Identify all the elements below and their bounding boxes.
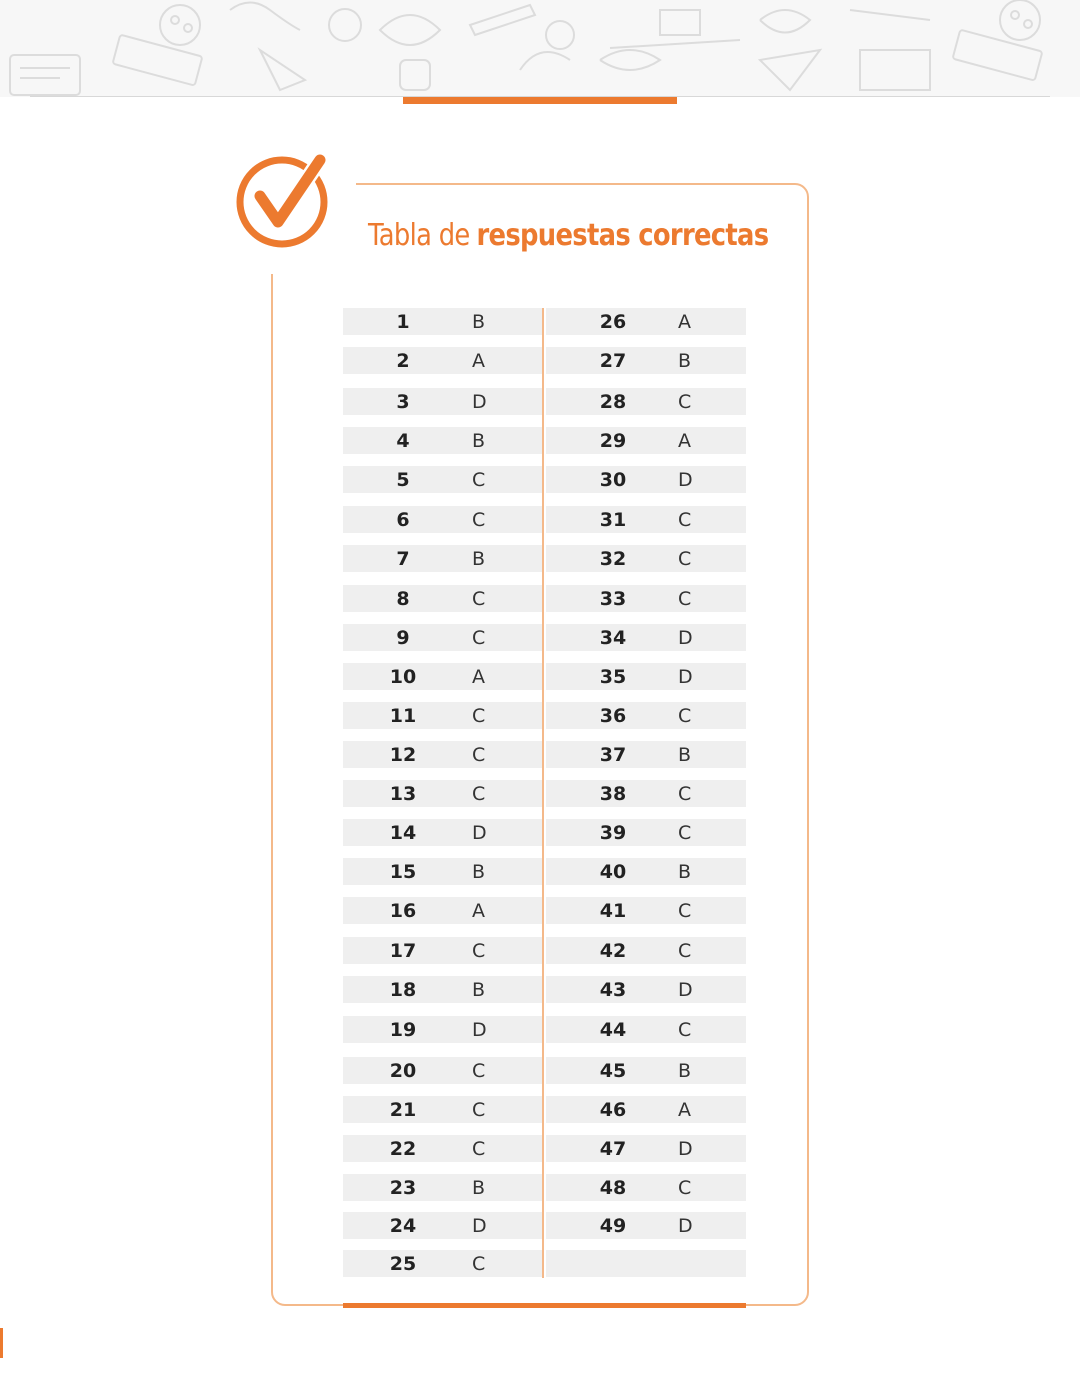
answer-row: [343, 506, 543, 533]
question-number: 17: [389, 940, 417, 962]
question-number: 32: [599, 548, 627, 570]
answer-row: [343, 741, 543, 768]
answer-row: [546, 624, 746, 651]
answer-letter: A: [472, 666, 485, 688]
answer-letter: C: [678, 705, 692, 727]
question-number: 5: [396, 469, 410, 491]
answer-letter: C: [678, 509, 692, 531]
question-number: 36: [599, 705, 627, 727]
answer-row: [343, 1016, 543, 1043]
answer-letter: D: [472, 391, 487, 413]
answer-letter: D: [472, 822, 487, 844]
answer-row: [343, 858, 543, 885]
answer-letter: D: [678, 1138, 693, 1160]
answer-letter: D: [678, 979, 693, 1001]
question-number: 15: [389, 861, 417, 883]
question-number: 7: [396, 548, 410, 570]
answer-letter: D: [678, 1215, 693, 1237]
answer-row: [343, 663, 543, 690]
answer-row: [546, 1174, 746, 1201]
question-number: 31: [599, 509, 627, 531]
answer-letter: B: [472, 548, 486, 570]
question-number: 30: [599, 469, 627, 491]
answer-letter: C: [472, 509, 486, 531]
question-number: 25: [389, 1253, 417, 1275]
answer-row: [343, 897, 543, 924]
answer-row: [546, 427, 746, 454]
answer-letter: C: [472, 705, 486, 727]
answer-row: [343, 1135, 543, 1162]
question-number: 10: [389, 666, 417, 688]
answer-letter: C: [678, 588, 692, 610]
answer-row-empty: [546, 1250, 746, 1277]
answer-letter: B: [678, 744, 692, 766]
answer-row: [343, 308, 543, 335]
question-number: 46: [599, 1099, 627, 1121]
answer-row: [546, 466, 746, 493]
answer-row: [546, 858, 746, 885]
banner-accent-bar: [403, 97, 677, 104]
answer-letter: B: [472, 979, 486, 1001]
school-doodle-icon: [0, 0, 1080, 97]
question-number: 3: [396, 391, 410, 413]
answer-row: [343, 624, 543, 651]
page-title: [368, 218, 768, 253]
answer-letter: B: [472, 311, 486, 333]
answer-row: [343, 1057, 543, 1084]
question-number: 49: [599, 1215, 627, 1237]
answer-row: [546, 663, 746, 690]
answer-row: [343, 780, 543, 807]
answer-row: [343, 585, 543, 612]
answer-letter: B: [472, 1177, 486, 1199]
question-number: 48: [599, 1177, 627, 1199]
answer-letter: B: [472, 861, 486, 883]
answer-letter: C: [472, 1099, 486, 1121]
answer-row: [343, 347, 543, 374]
question-number: 42: [599, 940, 627, 962]
question-number: 2: [396, 350, 410, 372]
answer-letter: A: [678, 311, 691, 333]
answer-letter: C: [472, 1138, 486, 1160]
question-number: 44: [599, 1019, 627, 1041]
answer-row: [343, 937, 543, 964]
answer-row: [546, 308, 746, 335]
question-number: 43: [599, 979, 627, 1001]
question-number: 34: [599, 627, 627, 649]
question-number: 16: [389, 900, 417, 922]
answer-letter: C: [472, 627, 486, 649]
check-circle-icon: [234, 152, 330, 248]
question-number: 40: [599, 861, 627, 883]
answer-letter: B: [678, 1060, 692, 1082]
answer-letter: C: [678, 900, 692, 922]
question-number: 4: [396, 430, 410, 452]
answer-row: [343, 1096, 543, 1123]
answer-row: [546, 976, 746, 1003]
answer-row: [546, 347, 746, 374]
answer-letter: A: [472, 900, 485, 922]
answer-letter: C: [678, 783, 692, 805]
answer-row: [343, 545, 543, 572]
answer-row: [546, 1135, 746, 1162]
answer-letter: A: [678, 1099, 691, 1121]
question-number: 12: [389, 744, 417, 766]
answer-letter: A: [678, 430, 691, 452]
question-number: 33: [599, 588, 627, 610]
title-light: Tabla de: [368, 218, 470, 253]
answer-letter: C: [678, 391, 692, 413]
answer-letter: D: [678, 666, 693, 688]
answer-letter: C: [678, 940, 692, 962]
question-number: 24: [389, 1215, 417, 1237]
question-number: 9: [396, 627, 410, 649]
answer-letter: B: [678, 861, 692, 883]
answer-row: [343, 388, 543, 415]
answer-letter: C: [472, 744, 486, 766]
answer-row: [546, 897, 746, 924]
question-number: 21: [389, 1099, 417, 1121]
question-number: 14: [389, 822, 417, 844]
answer-row: [546, 1057, 746, 1084]
question-number: 28: [599, 391, 627, 413]
answer-letter: D: [678, 469, 693, 491]
question-number: 29: [599, 430, 627, 452]
column-divider: [542, 308, 544, 1278]
answer-letter: C: [678, 1177, 692, 1199]
answer-letter: C: [472, 1253, 486, 1275]
answer-letter: C: [472, 1060, 486, 1082]
answer-row: [343, 1212, 543, 1239]
answer-letter: C: [472, 940, 486, 962]
answer-row: [546, 1016, 746, 1043]
title-bold: respuestas correctas: [476, 218, 769, 253]
question-number: 38: [599, 783, 627, 805]
question-number: 41: [599, 900, 627, 922]
question-number: 26: [599, 311, 627, 333]
question-number: 6: [396, 509, 410, 531]
question-number: 37: [599, 744, 627, 766]
answer-row: [546, 819, 746, 846]
question-number: 11: [389, 705, 417, 727]
answer-row: [343, 1250, 543, 1277]
answer-row: [546, 741, 746, 768]
answer-letter: C: [472, 783, 486, 805]
question-number: 35: [599, 666, 627, 688]
question-number: 39: [599, 822, 627, 844]
question-number: 27: [599, 350, 627, 372]
answer-letter: A: [472, 350, 485, 372]
question-number: 13: [389, 783, 417, 805]
bottom-accent-bar: [343, 1303, 746, 1308]
question-number: 23: [389, 1177, 417, 1199]
question-number: 8: [396, 588, 410, 610]
question-number: 20: [389, 1060, 417, 1082]
question-number: 22: [389, 1138, 417, 1160]
doodle-banner: [0, 0, 1080, 97]
question-number: 47: [599, 1138, 627, 1160]
answer-row: [546, 1096, 746, 1123]
answer-letter: C: [472, 469, 486, 491]
answer-row: [343, 427, 543, 454]
answer-row: [343, 466, 543, 493]
answer-letter: C: [678, 548, 692, 570]
answer-letter: B: [472, 430, 486, 452]
answer-row: [546, 585, 746, 612]
answer-row: [546, 780, 746, 807]
question-number: 45: [599, 1060, 627, 1082]
answer-row: [546, 937, 746, 964]
answer-row: [343, 819, 543, 846]
answer-letter: D: [678, 627, 693, 649]
answer-letter: C: [472, 588, 486, 610]
answer-letter: C: [678, 822, 692, 844]
answer-row: [343, 976, 543, 1003]
question-number: 1: [396, 311, 410, 333]
question-number: 19: [389, 1019, 417, 1041]
question-number: 18: [389, 979, 417, 1001]
answer-row: [546, 388, 746, 415]
answer-letter: C: [678, 1019, 692, 1041]
answer-row: [546, 1212, 746, 1239]
answer-letter: D: [472, 1215, 487, 1237]
answer-letter: B: [678, 350, 692, 372]
answer-row: [546, 545, 746, 572]
answer-letter: D: [472, 1019, 487, 1041]
page-edge-mark: [0, 1328, 3, 1358]
answer-row: [546, 702, 746, 729]
answer-row: [343, 1174, 543, 1201]
answer-row: [343, 702, 543, 729]
answer-row: [546, 506, 746, 533]
